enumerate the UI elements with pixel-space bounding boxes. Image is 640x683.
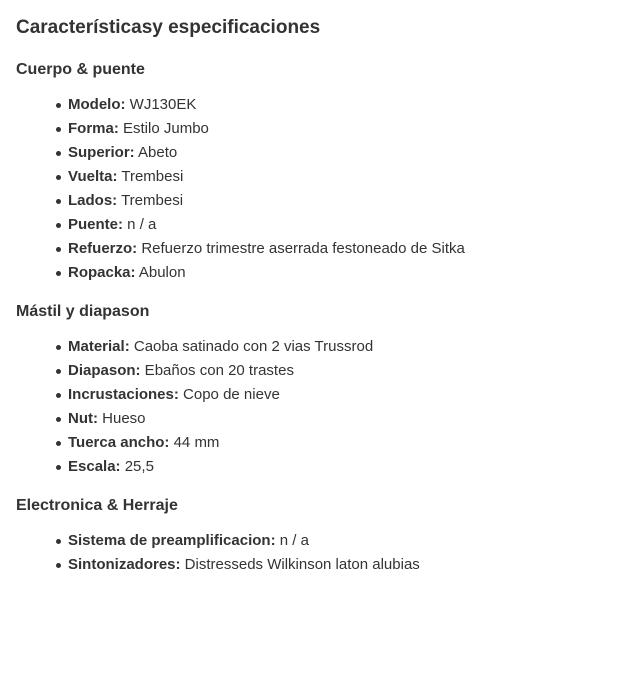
spec-label: Sintonizadores: xyxy=(68,556,181,573)
spec-value: Hueso xyxy=(98,410,146,427)
spec-label: Tuerca ancho: xyxy=(68,434,170,451)
spec-label: Forma: xyxy=(68,120,119,137)
spec-label: Superior: xyxy=(68,144,135,161)
spec-value: 25,5 xyxy=(120,458,154,475)
section-title: Electronica & Herraje xyxy=(16,497,178,514)
spec-item xyxy=(54,93,624,117)
spec-label: Ropacka: xyxy=(68,264,136,281)
section-neck-fingerboard xyxy=(16,302,624,479)
spec-label: Material: xyxy=(68,338,130,355)
spec-list xyxy=(16,529,624,577)
spec-item xyxy=(54,189,624,213)
spec-item xyxy=(54,165,624,189)
spec-label: Refuerzo: xyxy=(68,240,138,257)
spec-item xyxy=(54,141,624,165)
spec-value: Copo de nieve xyxy=(178,386,280,403)
spec-value: n / a xyxy=(275,532,309,549)
page-title: Característicasy especificaciones xyxy=(16,17,321,38)
spec-item xyxy=(54,431,624,455)
spec-value: n / a xyxy=(123,216,157,233)
spec-value: Trembesi xyxy=(117,168,184,185)
spec-value: Abeto xyxy=(134,144,178,161)
spec-label: Nut: xyxy=(68,410,98,427)
spec-item xyxy=(54,213,624,237)
section-title: Mástil y diapason xyxy=(16,303,150,320)
spec-item xyxy=(54,335,624,359)
spec-item xyxy=(54,407,624,431)
spec-value: Distresseds Wilkinson laton alubias xyxy=(180,556,420,573)
spec-value: Abulon xyxy=(135,264,186,281)
spec-label: Vuelta: xyxy=(68,168,118,185)
spec-label: Diapason: xyxy=(68,362,141,379)
spec-label: Modelo: xyxy=(68,96,126,113)
spec-item xyxy=(54,553,624,577)
spec-item xyxy=(54,455,624,479)
spec-value: Ebaños con 20 trastes xyxy=(140,362,294,379)
spec-label: Incrustaciones: xyxy=(68,386,179,403)
spec-value: Estilo Jumbo xyxy=(118,120,209,137)
spec-item xyxy=(54,237,624,261)
spec-value: WJ130EK xyxy=(125,96,197,113)
spec-list xyxy=(16,93,624,285)
spec-label: Sistema de preamplificacion: xyxy=(68,532,276,549)
spec-item xyxy=(54,117,624,141)
spec-value: 44 mm xyxy=(169,434,220,451)
spec-item xyxy=(54,529,624,553)
spec-list xyxy=(16,335,624,479)
spec-label: Lados: xyxy=(68,192,118,209)
spec-value: Trembesi xyxy=(117,192,184,209)
spec-item xyxy=(54,261,624,285)
section-body-bridge xyxy=(16,60,624,285)
spec-label: Puente: xyxy=(68,216,124,233)
spec-value: Caoba satinado con 2 vias Trussrod xyxy=(129,338,374,355)
spec-item xyxy=(54,359,624,383)
spec-item xyxy=(54,383,624,407)
section-electronics-hardware xyxy=(16,496,624,577)
spec-label: Escala: xyxy=(68,458,121,475)
spec-value: Refuerzo trimestre aserrada festoneado de Sitka xyxy=(137,240,465,257)
section-title: Cuerpo & puente xyxy=(16,61,145,78)
